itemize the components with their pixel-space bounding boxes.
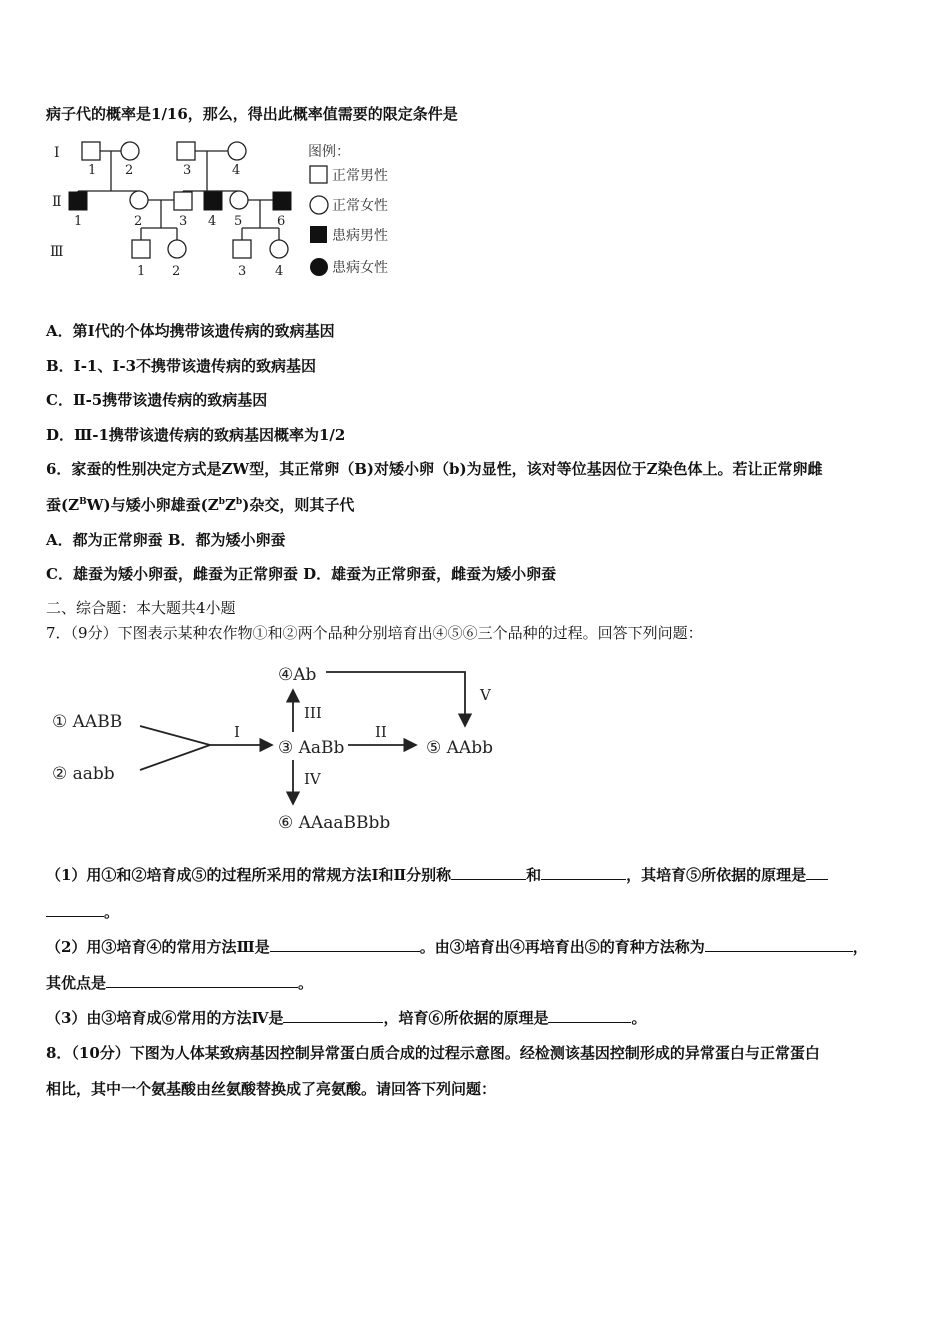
method-I-label: I	[234, 723, 240, 741]
method-III-label: III	[304, 704, 322, 722]
q6-stem-line1: 6．家蚕的性别决定方式是ZW型，其正常卵（B)对矮小卵（b)为显性，该对等位基因位于Z染色体上。若让正常卵雌	[46, 460, 823, 478]
gen-label-1: Ⅰ	[54, 145, 60, 161]
gen3-male-1	[132, 240, 150, 258]
legend-normal-female: 正常女性	[332, 198, 388, 214]
variety-3: ③ AaBb	[278, 738, 345, 758]
q6-options-cd: C．雄蚕为矮小卵蚕，雌蚕为正常卵蚕 D．雄蚕为正常卵蚕，雌蚕为矮小卵蚕	[46, 565, 557, 583]
q7-stem: 7．（9分）下图表示某种农作物①和②两个品种分别培育出④⑤⑥三个品种的过程。回答下列问题：	[46, 624, 703, 642]
gen2-affected-male-4	[204, 192, 222, 210]
gen2-num-6: 6	[277, 214, 286, 229]
gen2-affected-male-1	[69, 192, 87, 210]
legend-affected-female: 患病女性	[332, 260, 388, 276]
gen1-num-1: 1	[88, 163, 97, 178]
legend-affected-female-icon	[310, 258, 328, 276]
legend-normal-female-icon	[310, 196, 328, 214]
gen2-male-3	[174, 192, 192, 210]
q7-part1-line1: （1）用①和②培育成⑤的过程所采用的常规方法Ⅰ和Ⅱ分别称 和 ，其培育⑤所依据的原理是	[46, 864, 828, 885]
gen-label-2: Ⅱ	[52, 194, 62, 210]
method-IV-label: IV	[304, 770, 321, 788]
section-2-heading: 二、综合题：本大题共4小题	[46, 599, 236, 617]
gen1-female-2	[121, 142, 139, 160]
gen-label-3: Ⅲ	[50, 244, 64, 260]
legend-affected-male: 患病男性	[332, 228, 388, 244]
q7-part3: （3）由③培育成⑥常用的方法Ⅳ是 ，培育⑥所依据的原理是 。	[46, 1009, 647, 1027]
q5-option-b: B．Ⅰ-1、Ⅰ-3不携带该遗传病的致病基因	[46, 357, 317, 375]
gen2-num-5: 5	[234, 214, 243, 229]
gen2-female-2	[130, 191, 148, 209]
gen3-num-3: 3	[238, 264, 247, 279]
gen2-female-5	[230, 191, 248, 209]
method-II-label: II	[375, 723, 387, 741]
pedigree-diagram	[44, 136, 424, 288]
variety-1: ① AABB	[52, 712, 123, 732]
legend-normal-male-icon	[310, 166, 327, 183]
q6-options-ab: A．都为正常卵蚕 B．都为矮小卵蚕	[46, 531, 286, 549]
gen3-num-1: 1	[137, 264, 146, 279]
gen2-num-2: 2	[134, 214, 143, 229]
q5-option-d: D．Ⅲ-1携带该遗传病的致病基因概率为1/2	[46, 426, 346, 444]
legend-title: 图例：	[308, 144, 350, 160]
variety-6: ⑥ AAaaBBbb	[278, 813, 391, 833]
gen1-male-1	[82, 142, 100, 160]
legend-normal-male: 正常男性	[332, 168, 388, 184]
gen1-num-2: 2	[125, 163, 134, 178]
q7-part1-line2: 。	[46, 901, 119, 922]
gen3-num-4: 4	[275, 264, 284, 279]
variety-5: ⑤ AAbb	[426, 738, 493, 758]
variety-4: ④Ab	[278, 665, 317, 685]
gen1-female-4	[228, 142, 246, 160]
method-V-label: V	[480, 686, 491, 704]
breeding-diagram	[48, 652, 518, 842]
gen3-num-2: 2	[172, 264, 181, 279]
q7-part2-line1: （2）用③培育④的常用方法Ⅲ是 。由③培育出④再培育出⑤的育种方法称为 ，	[46, 938, 868, 956]
gen3-female-2	[168, 240, 186, 258]
gen2-num-1: 1	[74, 214, 83, 229]
q5-option-a: A．第Ⅰ代的个体均携带该遗传病的致病基因	[46, 322, 335, 340]
legend-affected-male-icon	[310, 226, 327, 243]
gen1-male-3	[177, 142, 195, 160]
q7-part2-line2: 其优点是 。	[46, 974, 314, 992]
gen2-affected-male-6	[273, 192, 291, 210]
variety-2: ② aabb	[52, 764, 115, 784]
q6-stem-line2: 蚕$(Z^BW)$与矮小卵雄蚕$(Z^bZ^b)$杂交，则其子代	[46, 496, 355, 514]
gen1-num-3: 3	[183, 163, 192, 178]
q8-stem-line1: 8．（10分）下图为人体某致病基因控制异常蛋白质合成的过程示意图。经检测该基因控制形成的异常蛋白与正常蛋白	[46, 1044, 820, 1062]
gen1-num-4: 4	[232, 163, 241, 178]
gen2-num-4: 4	[208, 214, 217, 229]
intro-text: 病子代的概率是1/16，那么，得出此概率值需要的限定条件是	[46, 105, 458, 123]
gen3-female-4	[270, 240, 288, 258]
q8-stem-line2: 相比，其中一个氨基酸由丝氨酸替换成了亮氨酸。请回答下列问题：	[46, 1080, 497, 1098]
gen2-num-3: 3	[179, 214, 188, 229]
q5-option-c: C．Ⅱ-5携带该遗传病的致病基因	[46, 391, 268, 409]
gen3-male-3	[233, 240, 251, 258]
